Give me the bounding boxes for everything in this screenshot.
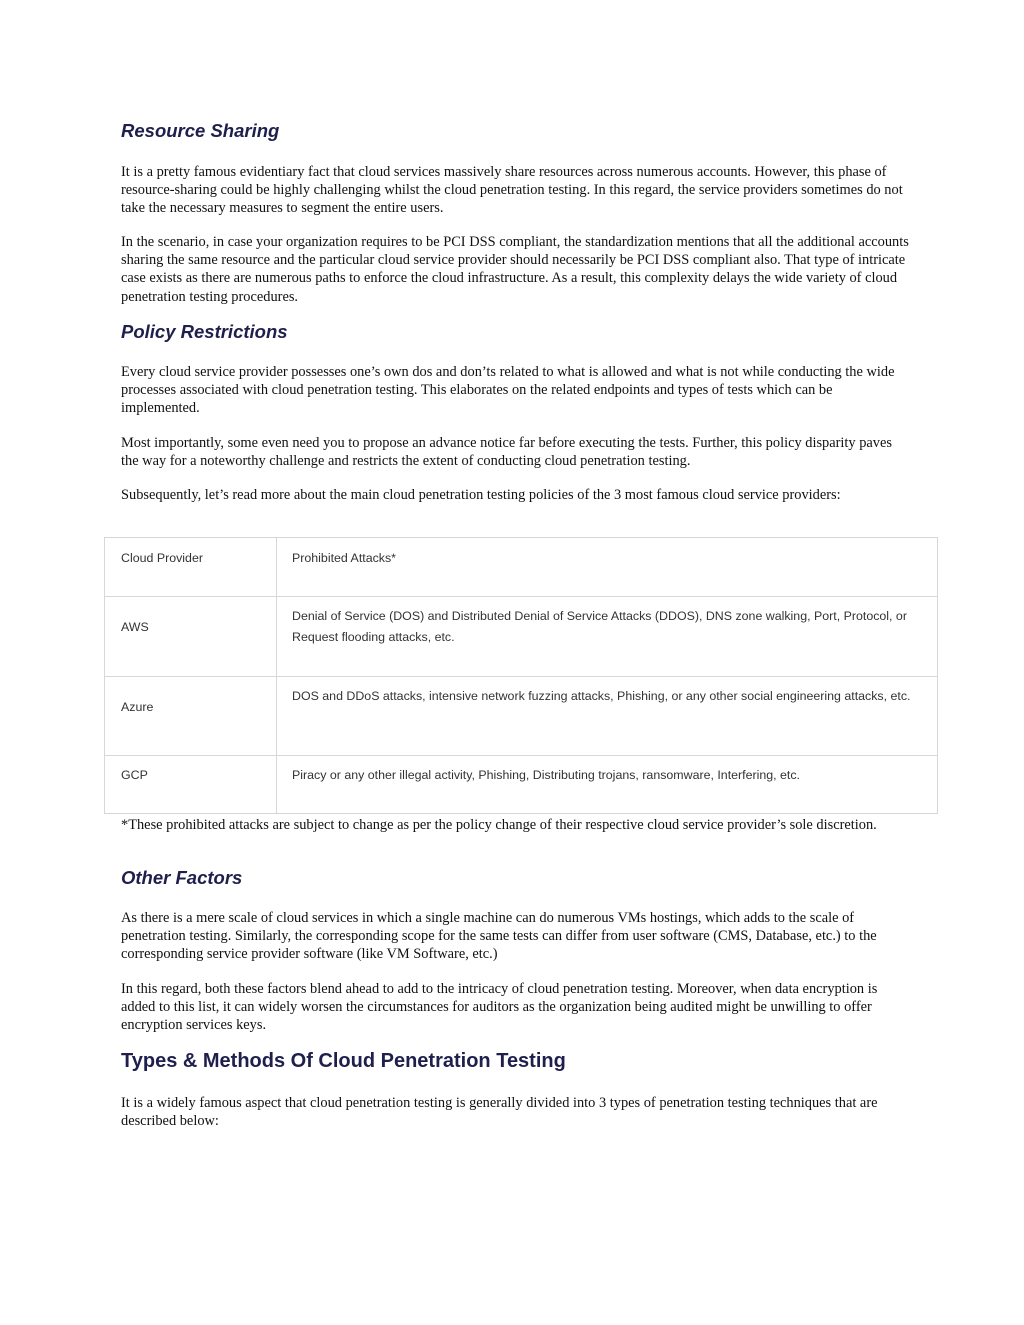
paragraph-policy-1: Every cloud service provider possesses one’s own dos and don’ts related to what is allowed and what is not while conducting the wide processes associated with cloud penetration testing. This elaborates on the related endpoints and types of tests which can be implemented.	[121, 364, 895, 417]
table-row	[105, 677, 937, 756]
table-column-divider	[276, 538, 277, 813]
paragraph-resource-sharing-1: It is a pretty famous evidentiary fact that cloud services massively share resources across numerous accounts. However, this phase of resource-sharing could be highly challenging whilst the cloud penetration testing. In this regard, the service providers sometimes do not take the necessary measures to segment the entire users.	[121, 164, 903, 217]
paragraph-types-methods-1: It is a widely famous aspect that cloud penetration testing is generally divided into 3 types of penetration testing techniques that are described below:	[121, 1095, 878, 1130]
paragraph-other-factors-2: In this regard, both these factors blend ahead to add to the intricacy of cloud penetration testing. Moreover, when data encryption is added to this list, it can widely worsen the circumstances for auditors as the organization being audited might be unwilling to offer encryption services keys.	[121, 981, 878, 1034]
table-cell-provider: Azure	[121, 700, 154, 714]
heading-other-factors: Other Factors	[121, 867, 243, 888]
prohibited-attacks-table	[104, 537, 938, 814]
table-cell-attacks: Denial of Service (DOS) and Distributed Denial of Service Attacks (DDOS), DNS zone walking, Port, Protocol, or Request flooding attacks, etc.	[292, 609, 907, 644]
paragraph-policy-2: Most importantly, some even need you to propose an advance notice far before executing the tests. Further, this policy disparity paves the way for a noteworthy challenge and restricts the extent of conducting cloud penetration testing.	[121, 435, 892, 470]
table-cell-attacks: DOS and DDoS attacks, intensive network fuzzing attacks, Phishing, or any other social engineering attacks, etc.	[292, 689, 911, 703]
table-cell-provider: AWS	[121, 620, 149, 634]
table-header-attacks: Prohibited Attacks*	[292, 551, 397, 565]
table-row	[105, 756, 937, 813]
table-header-row	[105, 538, 937, 597]
table-row	[105, 597, 937, 677]
table-cell-provider: GCP	[121, 768, 148, 782]
heading-policy-restrictions: Policy Restrictions	[121, 321, 288, 342]
heading-types-methods: Types & Methods Of Cloud Penetration Testing	[121, 1050, 566, 1072]
table-header-provider: Cloud Provider	[121, 551, 203, 565]
heading-resource-sharing: Resource Sharing	[121, 120, 280, 141]
paragraph-resource-sharing-2: In the scenario, in case your organization requires to be PCI DSS compliant, the standardization mentions that all the additional accounts sharing the same resource and the particular cloud service provider should necessarily be PCI DSS compliant also. That type of intricate case exists as there are numerous paths to enforce the cloud infrastructure. As a result, this complexity delays the wide variety of cloud penetration testing procedures.	[121, 234, 909, 305]
paragraph-policy-3: Subsequently, let’s read more about the main cloud penetration testing policies of the 3 most famous cloud service providers:	[121, 487, 841, 503]
paragraph-other-factors-1: As there is a mere scale of cloud services in which a single machine can do numerous VMs hostings, which adds to the scale of penetration testing. Similarly, the corresponding scope for the same tests can differ from user software (CMS, Database, etc.) to the corresponding service provider software (like VM Software, etc.)	[121, 910, 877, 963]
table-footnote: *These prohibited attacks are subject to change as per the policy change of their respective cloud service provider’s sole discretion.	[121, 817, 877, 833]
table-cell-attacks: Piracy or any other illegal activity, Phishing, Distributing trojans, ransomware, Interfering, etc.	[292, 768, 801, 782]
